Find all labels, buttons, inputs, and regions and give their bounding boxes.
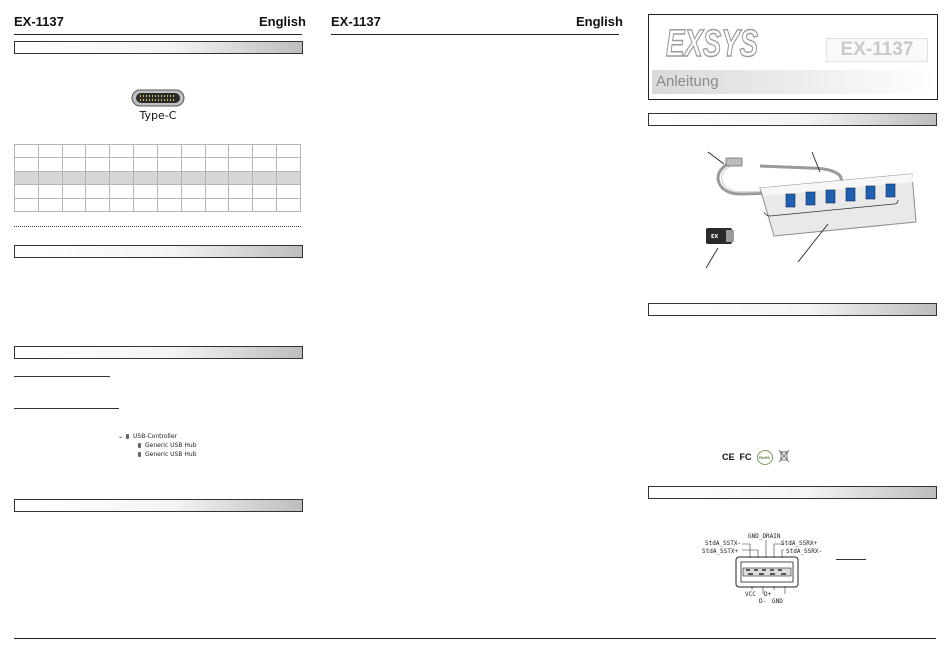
cover-subtitle: Anleitung [652,70,936,94]
section-bar [14,499,303,512]
section-bar [14,245,303,258]
usb-icon [126,434,129,439]
tree-item-hub[interactable] [118,441,197,450]
pin-label: D- [759,598,767,605]
pin-label: StdA_SSRX+ [781,540,818,547]
pin-label: StdA_SSTX- [705,540,742,547]
type-c-connector-icon [131,89,185,107]
usb-icon [138,452,141,457]
pin-label: D+ [764,591,772,598]
pin-label: StdA_SSTX+ [702,548,739,555]
left-header-model: EX-1137 [14,14,64,29]
usb-icon [138,443,141,448]
chevron-down-icon[interactable]: ⌄ [118,433,124,440]
certification-marks [722,449,790,465]
pin-label: GND [772,598,783,605]
device-manager-tree [118,432,197,459]
tree-item-label: USB-Controller [133,433,177,440]
left-header-language: English [259,14,306,29]
pin-assignment-table [14,144,301,212]
middle-header-rule [331,34,619,35]
weee-mark [778,449,790,465]
exsys-logo [664,20,760,65]
underline-rule [14,408,119,409]
footer-rule [14,638,936,639]
svg-text:EX: EX [711,234,719,240]
tree-item-hub[interactable] [118,450,197,459]
pin-label: StdA_SSRX- [786,548,823,555]
section-bar [14,346,303,359]
product-image [700,148,920,270]
section-bar [648,113,937,126]
middle-header-language: English [576,14,623,29]
ce-mark: CE [722,452,735,462]
table-row [15,145,301,158]
tree-item-label: Generic USB Hub [145,451,197,458]
section-bar [648,486,937,499]
pin-label: GND_DRAIN [748,533,781,540]
underline-rule [14,376,110,377]
pin-label: VCC [745,591,756,598]
table-row [15,171,301,184]
table-row [15,198,301,211]
svg-text:EXSYS: EXSYS [666,23,758,65]
section-bar [648,303,937,316]
type-c-label: Type-C [139,109,177,122]
left-header-rule [14,34,302,35]
middle-header-model: EX-1137 [331,14,381,29]
tree-item-controller[interactable] [118,432,197,441]
weee-bin-icon [778,449,790,463]
fcc-mark: FC [739,452,752,462]
cover-model: EX-1137 [826,38,928,62]
dotted-divider [14,226,301,227]
tree-item-label: Generic USB Hub [145,442,197,449]
table-row [15,185,301,198]
underline-rule [836,559,866,560]
rohs-mark: RoHS [757,450,773,465]
section-bar [14,41,303,54]
table-row [15,158,301,171]
